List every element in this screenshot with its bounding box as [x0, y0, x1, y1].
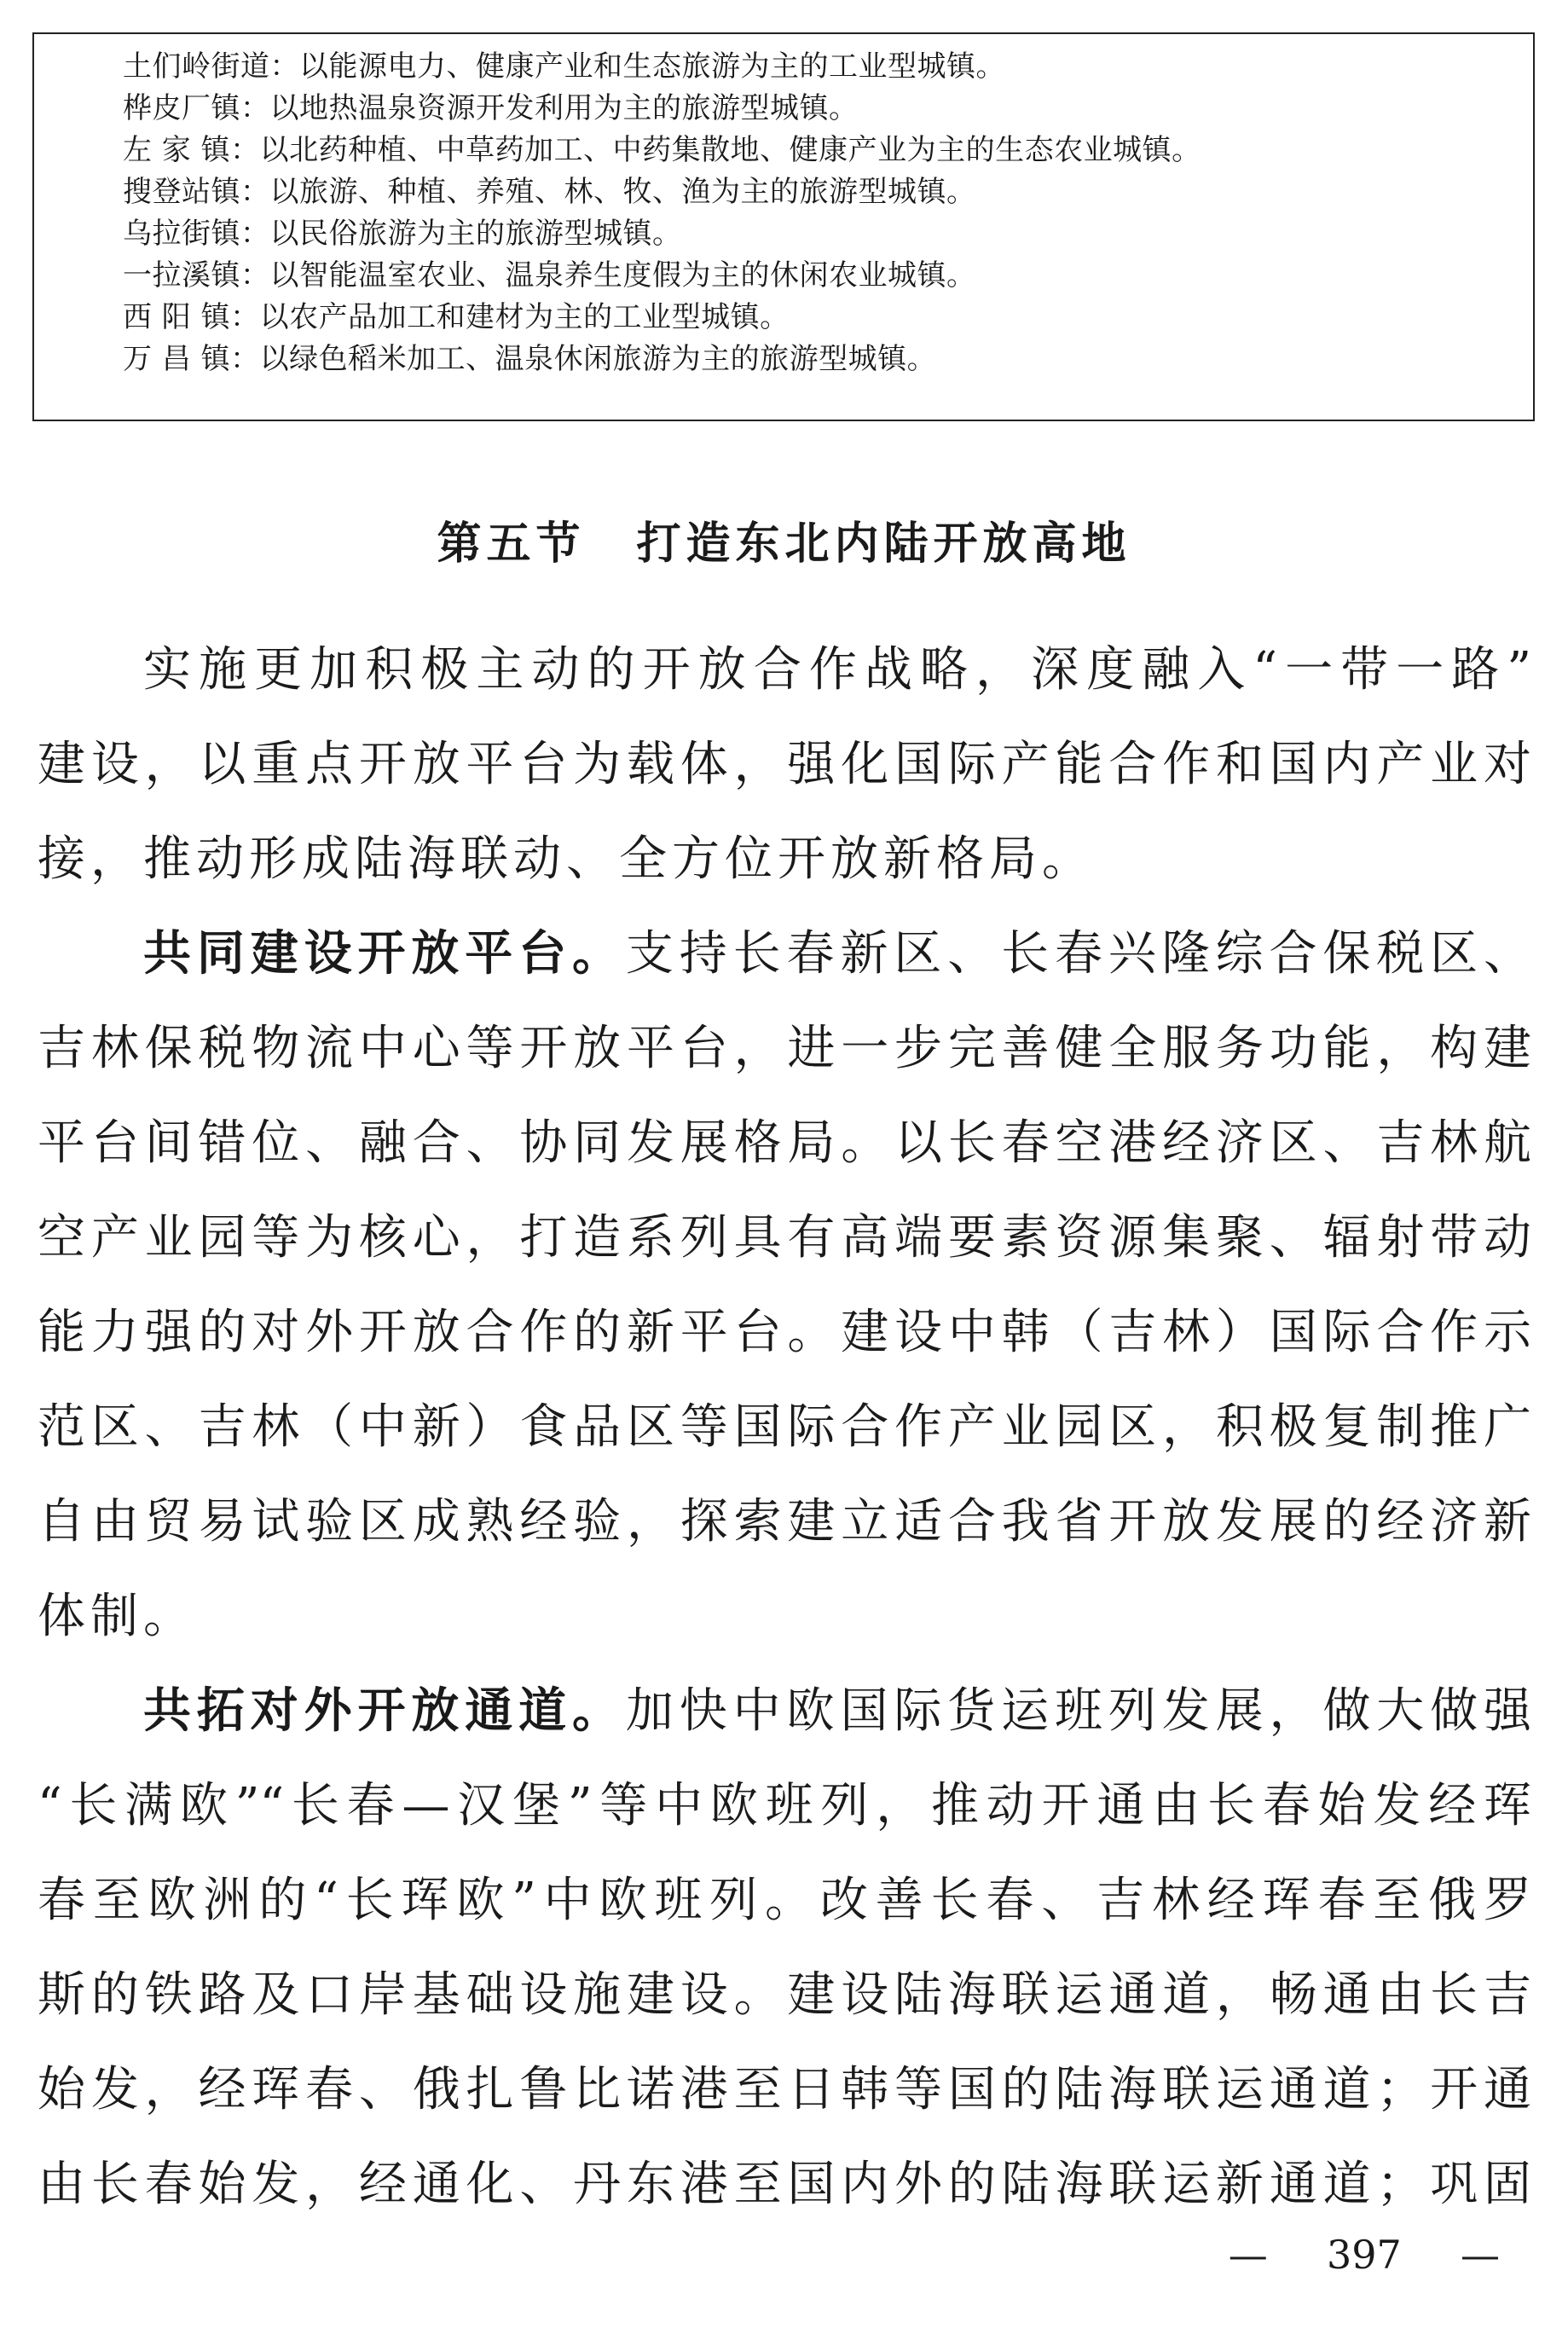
section-heading — [0, 510, 1568, 578]
town-description: 以能源电力、健康产业和生态旅游为主的工业型城镇。 — [299, 49, 1005, 84]
town-line — [123, 46, 1005, 88]
town-name: 万 昌 镇： — [123, 342, 260, 376]
paragraph-text: 支持长春新区、长春兴隆综合保税区、 — [625, 926, 1532, 982]
town-line — [123, 171, 976, 213]
paragraph-line: 斯的铁路及口岸基础设施建设。建设陆海联运通道，畅通由长吉 — [38, 1967, 1531, 2023]
paragraph-first-line — [143, 1677, 1531, 1746]
town-line — [123, 339, 936, 380]
paragraph-lead: 共同建设开放平台。 — [143, 926, 626, 982]
town-info-box — [32, 32, 1535, 421]
town-name: 土们岭街道： — [123, 49, 299, 84]
town-name: 左 家 镇： — [123, 133, 260, 167]
paragraph-line: 体制。 — [38, 1589, 196, 1644]
town-line — [123, 297, 790, 339]
footer-dash-right: — — [1461, 2232, 1500, 2278]
town-line — [123, 255, 976, 297]
paragraph-line: 由长春始发，经通化、丹东港至国内外的陆海联运新通道；巩固 — [38, 2157, 1531, 2212]
town-name: 一拉溪镇： — [123, 258, 270, 292]
town-name: 桦皮厂镇： — [123, 91, 270, 125]
paragraph-line: 建设，以重点开放平台为载体，强化国际产能合作和国内产业对 — [38, 737, 1531, 792]
paragraph-line: 吉林保税物流中心等开放平台，进一步完善健全服务功能，构建 — [38, 1021, 1531, 1076]
paragraph-line: 范区、吉林（中新）食品区等国际合作产业园区，积极复制推广 — [38, 1399, 1531, 1455]
paragraph-line: 能力强的对外开放合作的新平台。建设中韩（吉林）国际合作示 — [38, 1305, 1531, 1360]
town-description: 以地热温泉资源开发利用为主的旅游型城镇。 — [269, 91, 859, 125]
section-number: 第五节 — [437, 518, 586, 570]
section-title: 打造东北内陆开放高地 — [636, 518, 1131, 570]
paragraph-first-line — [143, 920, 1531, 988]
paragraph-lead: 共拓对外开放通道。 — [143, 1683, 626, 1739]
paragraph-line: 空产业园等为核心，打造系列具有高端要素资源集聚、辐射带动 — [38, 1210, 1531, 1266]
paragraph-line: 接，推动形成陆海联动、全方位开放新格局。 — [38, 831, 1095, 887]
town-name: 搜登站镇： — [123, 175, 270, 209]
town-name: 西 阳 镇： — [123, 300, 260, 334]
page-footer — [1229, 2229, 1500, 2280]
page-number: 397 — [1326, 2232, 1402, 2278]
town-line — [123, 130, 1201, 171]
town-description: 以北药种植、中草药加工、中药集散地、健康产业为主的生态农业城镇。 — [259, 133, 1201, 167]
town-description: 以绿色稻米加工、温泉休闲旅游为主的旅游型城镇。 — [259, 342, 937, 376]
town-line — [123, 213, 682, 255]
paragraph-line: 始发，经珲春、俄扎鲁比诺港至日韩等国的陆海联运通道；开通 — [38, 2062, 1531, 2117]
paragraph-line: “长满欧”“长春—汉堡”等中欧班列，推动开通由长春始发经珲 — [38, 1778, 1531, 1833]
town-description: 以智能温室农业、温泉养生度假为主的休闲农业城镇。 — [269, 258, 976, 292]
town-description: 以农产品加工和建材为主的工业型城镇。 — [259, 300, 790, 334]
paragraph-line: 自由贸易试验区成熟经验，探索建立适合我省开放发展的经济新 — [38, 1494, 1531, 1549]
paragraph-line: 平台间错位、融合、协同发展格局。以长春空港经济区、吉林航 — [38, 1115, 1531, 1171]
paragraph-text: 加快中欧国际货运班列发展，做大做强 — [625, 1683, 1532, 1739]
town-description: 以民俗旅游为主的旅游型城镇。 — [269, 217, 682, 251]
footer-dash-left: — — [1228, 2232, 1268, 2278]
town-name: 乌拉街镇： — [123, 217, 270, 251]
paragraph-line: 实施更加积极主动的开放合作战略，深度融入“一带一路” — [143, 642, 1531, 698]
paragraph-line: 春至欧洲的“长珲欧”中欧班列。改善长春、吉林经珲春至俄罗 — [38, 1873, 1531, 1928]
town-description: 以旅游、种植、养殖、林、牧、渔为主的旅游型城镇。 — [269, 175, 976, 209]
town-line — [123, 88, 859, 130]
